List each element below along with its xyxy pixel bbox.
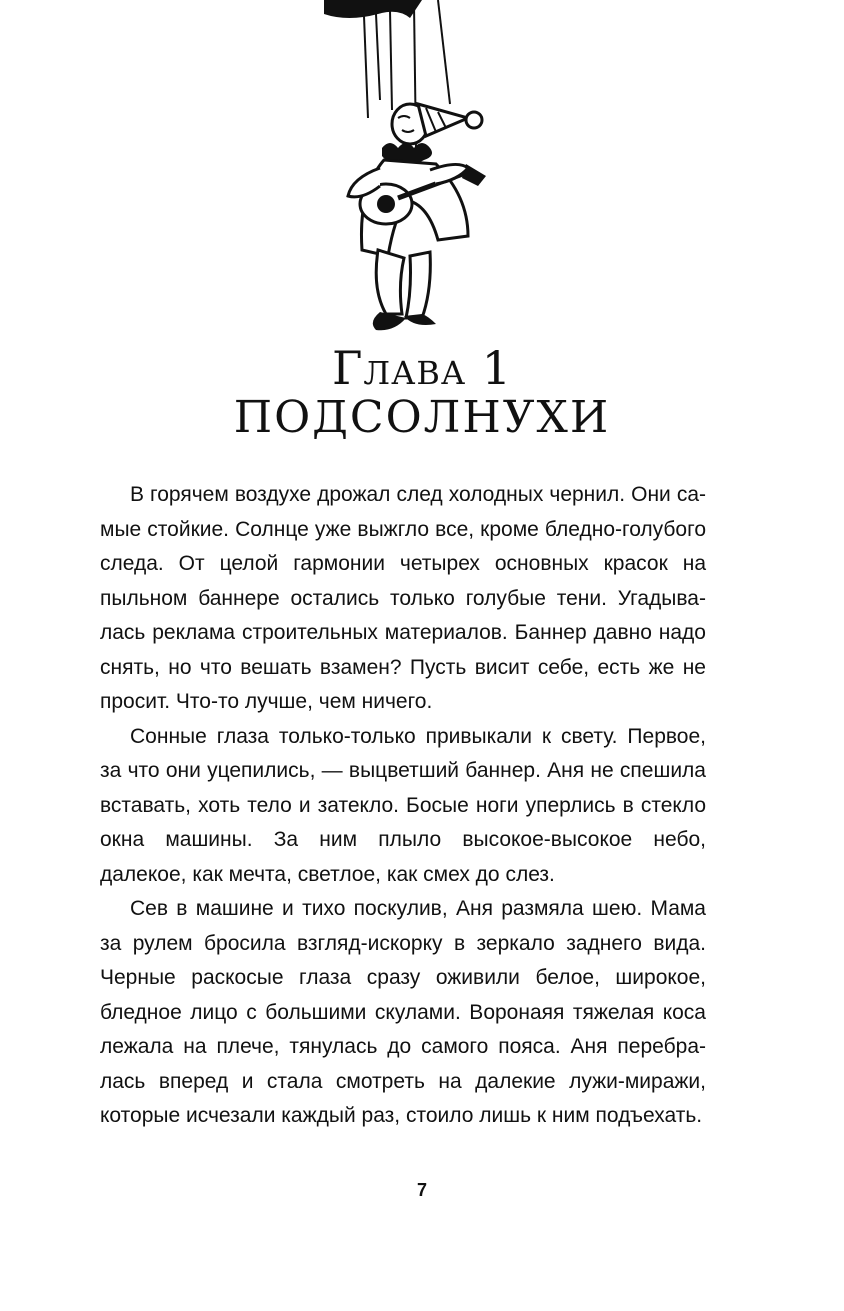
paragraph-1: В горячем воздухе дрожал след холодных чернил. Они самые стойкие. Солнце уже выжгло все, кроме бледно-голубого следа. От целой гармонии четырех основных красок на пыльном баннере остались только голубые тени. Угадывалась реклама строительных материалов. Баннер давно надо снять, но что вешать взамен? Пусть висит себе, есть же не просит. Что-то лучше, чем ничего. (100, 483, 706, 713)
chapter-number: Глава 1 (331, 341, 513, 395)
marionette-jester-icon (318, 0, 518, 340)
page-number: 7 (416, 1180, 427, 1200)
paragraph-3: Сев в машине и тихо поскулив, Аня размяла шею. Мама за рулем бросила взгляд-искорку в зеркало заднего вида. Черные раскосые глаза сразу оживили белое, широкое, бледное лицо с большими скулами. Воронаяя тяжелая коса лежала на плече, тянулась до самого пояса. Аня перебралась вперед и стала смотреть на далекие лужи-миражи, которые исчезали каждый раз, стоило лишь к ним подъехать. (100, 897, 706, 1127)
paragraph-2: Сонные глаза только-только привыкали к свету. Первое, за что они уцепились, — выцветший баннер. Аня не спешила вставать, хоть тело и затекло. Босые ноги уперлись в стекло окна машины. За ним плыло высокое-высокое небо, далекое, как мечта, светлое, как смех до слез. (100, 724, 706, 886)
chapter-title: ПОДСОЛНУХИ (233, 392, 611, 443)
chapter-body (100, 478, 706, 1134)
